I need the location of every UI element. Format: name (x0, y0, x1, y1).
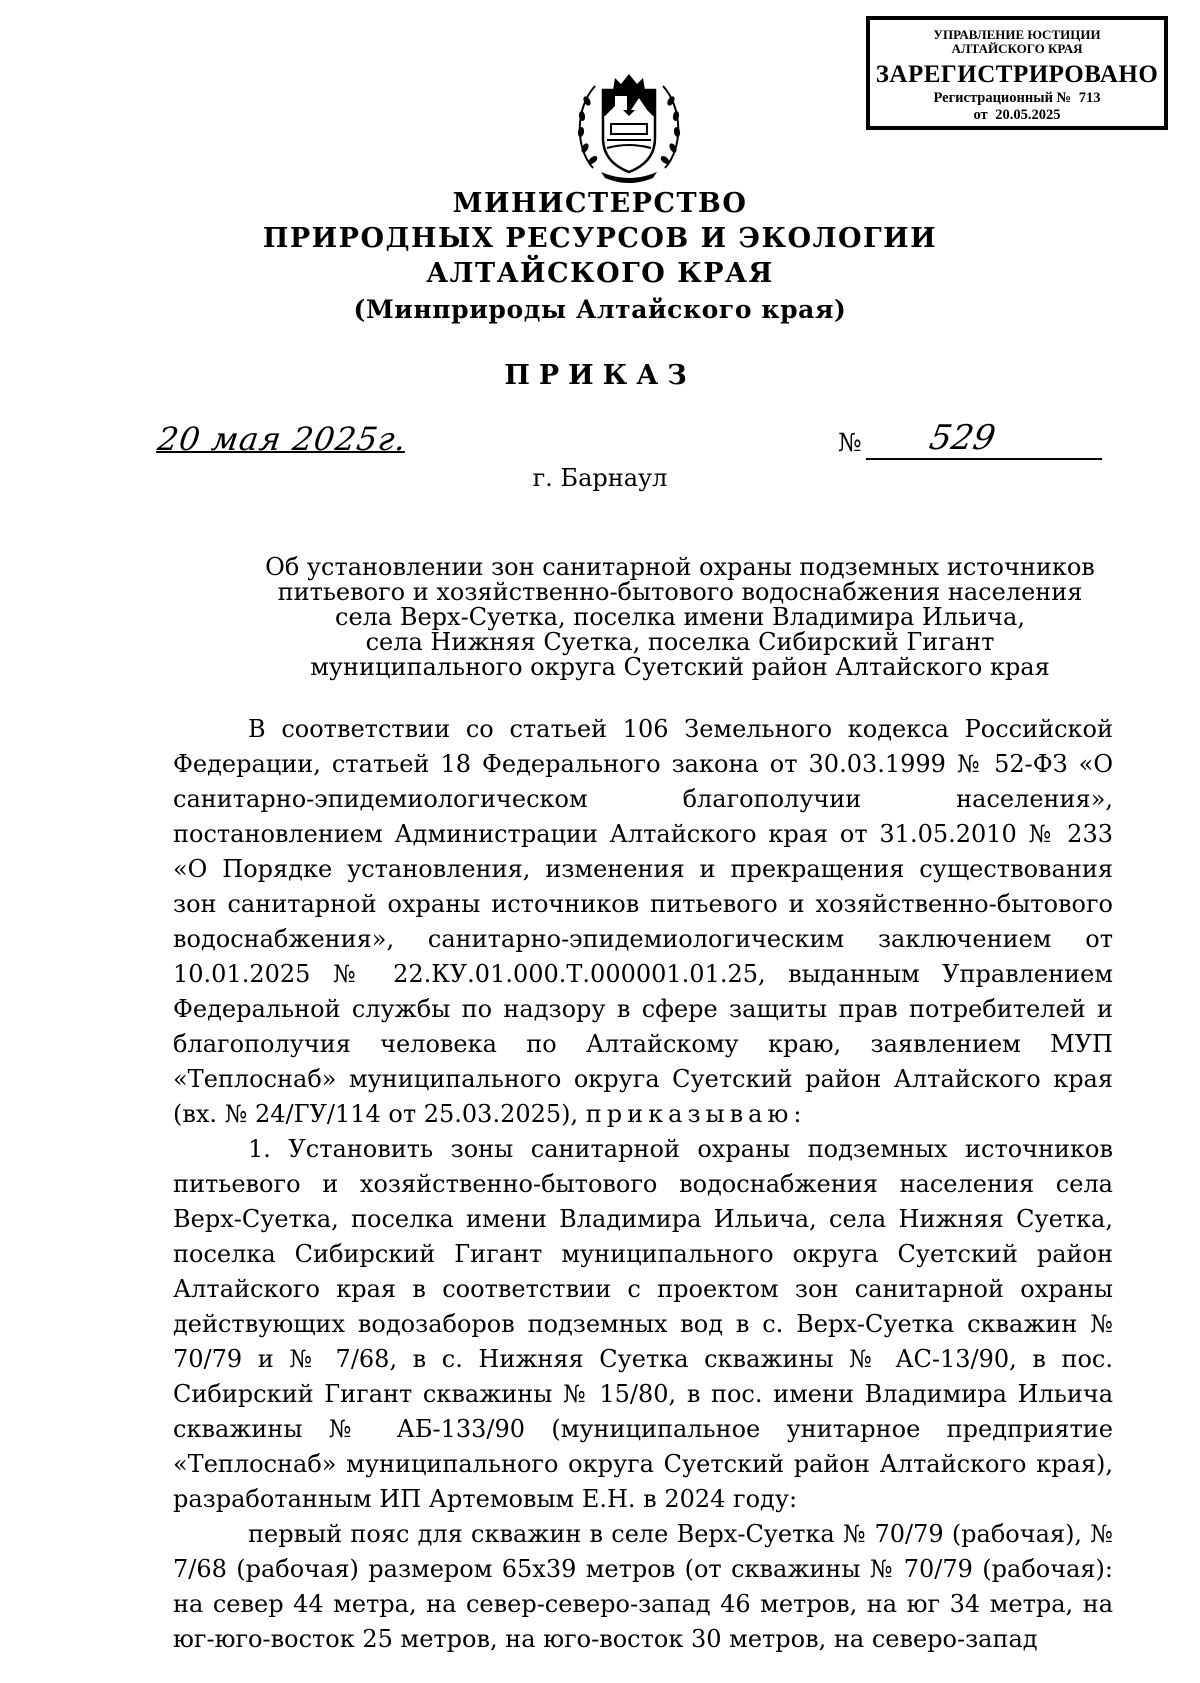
registration-stamp (866, 16, 1168, 130)
order-city: г. Барнаул (532, 464, 668, 492)
order-title-line1: Об установлении зон санитарной охраны подземных источников (265, 553, 1095, 581)
altai-krai-coat-of-arms-icon (573, 68, 685, 186)
ministry-header-line2: ПРИРОДНЫХ РЕСУРСОВ И ЭКОЛОГИИ (262, 223, 938, 254)
stamp-registration-value: 713 (1078, 90, 1101, 106)
stamp-organization-line1: УПРАВЛЕНИЕ ЮСТИЦИИ (933, 27, 1101, 42)
ministry-header-line4: (Минприроды Алтайского края) (353, 295, 847, 324)
body-command-word: приказываю: (585, 1100, 807, 1128)
order-title-line5: муниципального округа Суетский район Алтайского края (310, 653, 1050, 681)
order-title-line4: села Нижняя Суетка, поселка Сибирский Гигант (365, 628, 995, 656)
order-title-line2: питьевого и хозяйственно-бытового водоснабжения населения (277, 578, 1083, 606)
body-paragraph-1-text: В соответствии со статьей 106 Земельного кодекса Российской Федерации, статьей 18 Федерального закона от 30.03.1999 № 52-ФЗ «О санитарно-эпидемиологическом благополучии населения», постановлением Администрации Алтайского края от 31.05.2010 № 233 «О Порядке установления, изменения и прекращения существования зон санитарной охраны источников питьевого и хозяйственно-бытового водоснабжения», санитарно-эпидемиологическим заключением от 10.01.2025 № 22.КУ.01.000.Т.000001.01.25, выданным Управлением Федеральной службы по надзору в сфере защиты прав потребителей и благополучия человека по Алтайскому краю, заявлением МУП «Теплоснаб» муниципального округа Суетский район Алтайского края (вх. № 24/ГУ/114 от 25.03.2025), (173, 715, 1113, 1128)
stamp-organization-line2: АЛТАЙСКОГО КРАЯ (951, 41, 1083, 56)
order-body (173, 712, 1113, 1657)
document-type: ПРИКАЗ (504, 360, 696, 391)
order-number-underline (866, 458, 1102, 460)
ministry-header-line1: МИНИСТЕРСТВО (452, 188, 748, 219)
body-paragraph-1 (173, 712, 1113, 1132)
stamp-date (870, 107, 1164, 124)
order-number-label: № (838, 428, 862, 457)
stamp-date-label: от (973, 107, 988, 123)
order-number-handwritten: 529 (926, 418, 999, 458)
order-title-line3: села Верх-Суетка, поселка имени Владимира Ильича, (335, 603, 1025, 631)
stamp-registration-label: Регистрационный № (933, 90, 1072, 106)
body-paragraph-3: первый пояс для скважин в селе Верх-Суетка № 70/79 (рабочая), № 7/68 (рабочая) размером 65x39 метров (от скважины № 70/79 (рабочая): на север 44 метра, на север-северо-запад 46 метров, на юг 34 метра, на юг-юго-восток 25 метров, на юго-восток 30 метров, на северо-запад (173, 1520, 1113, 1653)
order-date-handwritten: 20 мая 2025г. (155, 420, 410, 458)
stamp-date-value: 20.05.2025 (995, 107, 1061, 123)
stamp-registration-number (870, 90, 1164, 107)
order-title (250, 555, 1110, 680)
stamp-status: ЗАРЕГИСТРИРОВАНО (875, 61, 1159, 88)
ministry-header-line3: АЛТАЙСКОГО КРАЯ (426, 258, 774, 289)
stamp-organization (870, 28, 1164, 56)
body-paragraph-2: 1. Установить зоны санитарной охраны подземных источников питьевого и хозяйственно-бытового водоснабжения населения села Верх-Суетка, поселка имени Владимира Ильича, села Нижняя Суетка, поселка Сибирский Гигант муниципального округа Суетский район Алтайского края в соответствии с проектом зон санитарной охраны действующих водозаборов подземных вод в с. Верх-Суетка скважин № 70/79 и № 7/68, в с. Нижняя Суетка скважины № АС-13/90, в пос. Сибирский Гигант скважины № 15/80, в пос. имени Владимира Ильича скважины № АБ-133/90 (муниципальное унитарное предприятие «Теплоснаб» муниципального округа Суетский район Алтайского края), разработанным ИП Артемовым Е.Н. в 2024 году: (173, 1135, 1113, 1513)
